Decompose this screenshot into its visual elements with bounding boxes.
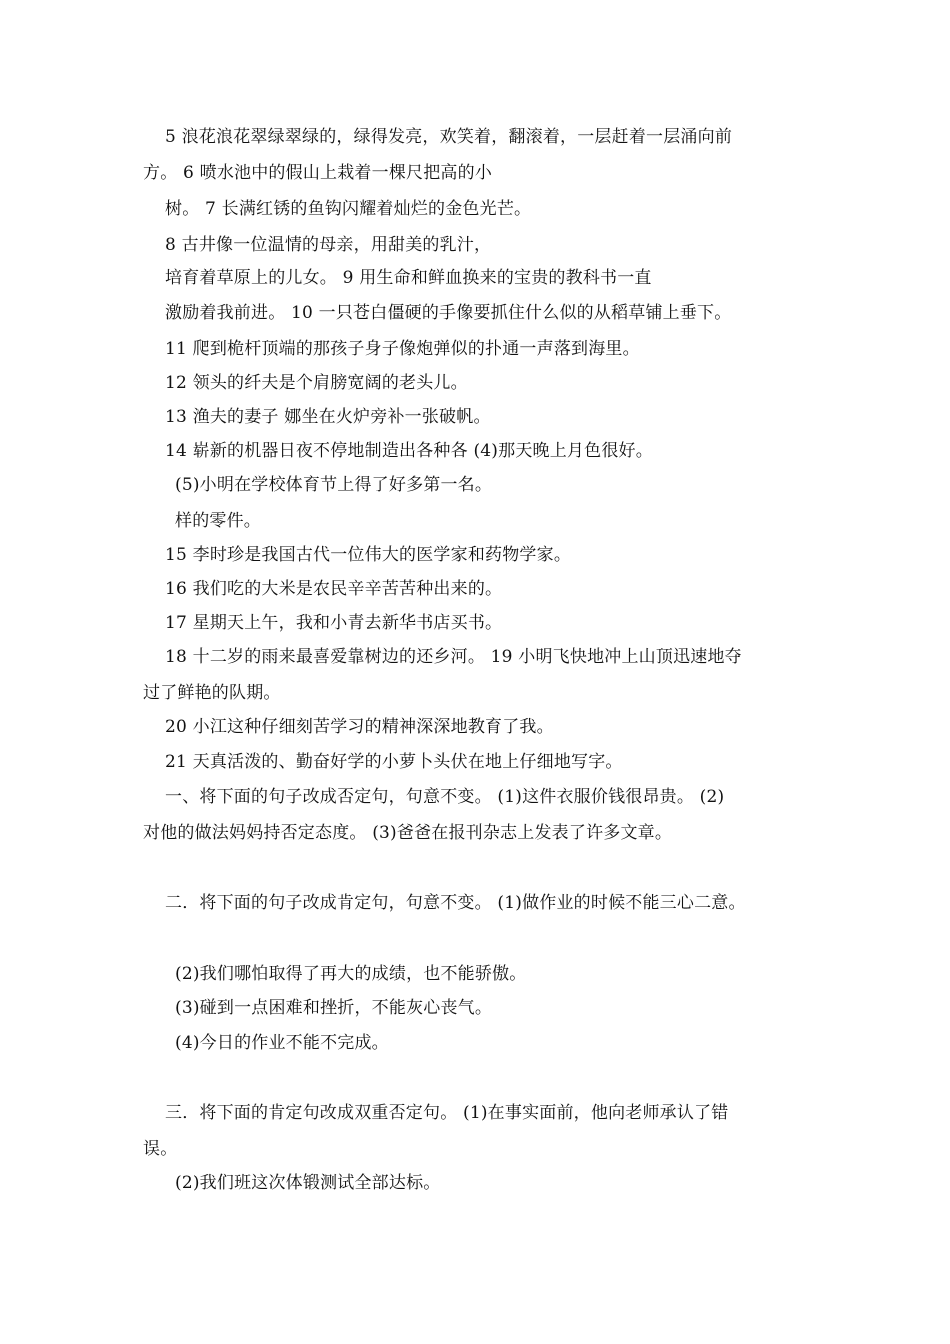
- text-line: 20 小江这种仔细刻苦学习的精神深深地教育了我。: [165, 717, 554, 737]
- text-line: 14 崭新的机器日夜不停地制造出各种各 (4)那天晚上月色很好。: [165, 441, 653, 461]
- text-line: 树。 7 长满红锈的鱼钩闪耀着灿烂的金色光芒。: [165, 199, 532, 219]
- text-line: 激励着我前进。 10 一只苍白僵硬的手像要抓住什么似的从稻草铺上垂下。: [165, 303, 732, 323]
- text-line: (2)我们班这次体锻测试全部达标。: [175, 1173, 441, 1193]
- text-line: 21 天真活泼的、勤奋好学的小萝卜头伏在地上仔细地写字。: [165, 752, 623, 772]
- text-line: 二．将下面的句子改成肯定句，句意不变。 (1)做作业的时候不能三心二意。: [165, 893, 746, 913]
- text-line: 5 浪花浪花翠绿翠绿的，绿得发亮，欢笑着，翻滚着，一层赶着一层涌向前: [165, 127, 733, 147]
- text-line: 15 李时珍是我国古代一位伟大的医学家和药物学家。: [165, 545, 572, 565]
- text-line: 11 爬到桅杆顶端的那孩子身子像炮弹似的扑通一声落到海里。: [165, 339, 640, 359]
- text-line: 12 领头的纤夫是个肩膀宽阔的老头儿。: [165, 373, 468, 393]
- text-line: (5)小明在学校体育节上得了好多第一名。: [175, 475, 493, 495]
- text-line: 17 星期天上午，我和小青去新华书店买书。: [165, 613, 503, 633]
- text-line: 三．将下面的肯定句改成双重否定句。 (1)在事实面前，他向老师承认了错: [165, 1103, 729, 1123]
- text-line: (2)我们哪怕取得了再大的成绩，也不能骄傲。: [175, 964, 527, 984]
- text-line: 方。 6 喷水池中的假山上栽着一棵尺把高的小: [143, 163, 493, 183]
- text-line: 对他的做法妈妈持否定态度。 (3)爸爸在报刊杂志上发表了许多文章。: [143, 823, 673, 843]
- text-line: 一、将下面的句子改成否定句，句意不变。 (1)这件衣服价钱很昂贵。 (2): [165, 787, 725, 807]
- text-line: 13 渔夫的妻子 娜坐在火炉旁补一张破帆。: [165, 407, 491, 427]
- text-line: 16 我们吃的大米是农民辛辛苦苦种出来的。: [165, 579, 503, 599]
- text-line: 培育着草原上的儿女。 9 用生命和鲜血换来的宝贵的教科书一直: [165, 268, 652, 288]
- text-line: (3)碰到一点困难和挫折，不能灰心丧气。: [175, 998, 493, 1018]
- text-line: 误。: [143, 1139, 178, 1159]
- text-line: 过了鲜艳的队期。: [143, 683, 281, 703]
- text-line: (4)今日的作业不能不完成。: [175, 1033, 389, 1053]
- text-line: 样的零件。: [175, 511, 261, 531]
- text-line: 8 古井像一位温情的母亲，用甜美的乳汁，: [165, 235, 492, 255]
- text-line: 18 十二岁的雨来最喜爱靠树边的还乡河。 19 小明飞快地冲上山顶迅速地夺: [165, 647, 742, 667]
